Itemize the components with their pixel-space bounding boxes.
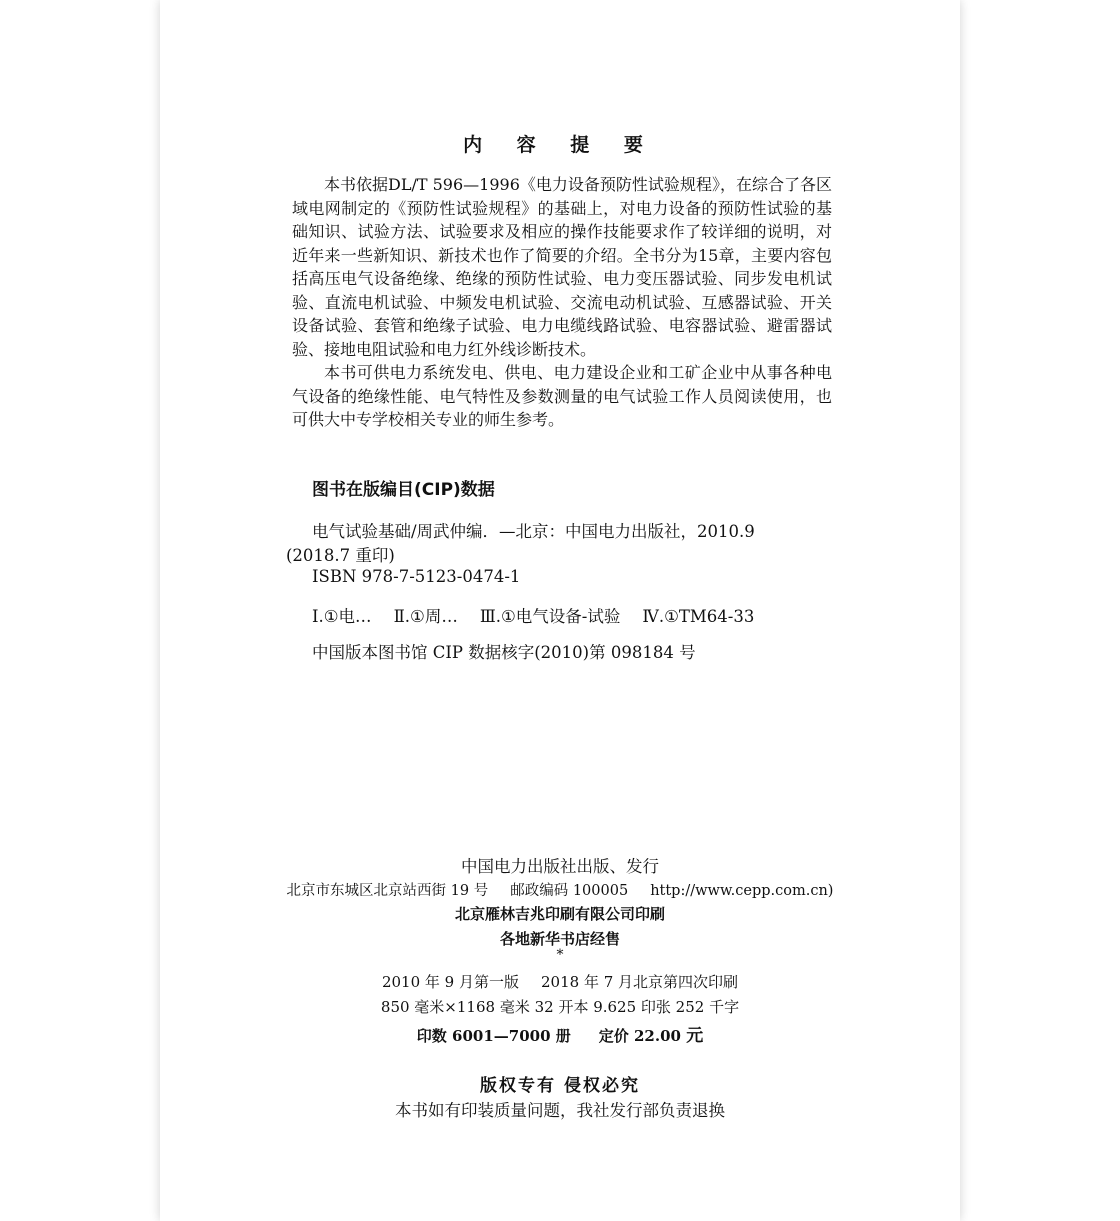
website: http://www.cepp.com.cn) <box>650 883 834 899</box>
address: 北京市东城区北京站西街 19 号 <box>286 883 489 899</box>
printing: 2018 年 7 月北京第四次印刷 <box>541 973 739 991</box>
price-label: 定价 <box>598 1027 629 1045</box>
postcode: 邮政编码 100005 <box>510 883 629 899</box>
cip-class-4: Ⅳ.①TM64-33 <box>642 607 755 626</box>
cip-classification <box>312 603 754 627</box>
page-title: 内 容 提 要 <box>463 134 657 156</box>
price-value: 22.00 <box>633 1027 681 1045</box>
print-count-price-line <box>160 1021 960 1046</box>
distributor-line: 各地新华书店经售 <box>499 930 620 948</box>
cip-class-1: Ⅰ.①电… <box>312 607 372 626</box>
printer-line: 北京雁林吉兆印刷有限公司印刷 <box>454 905 665 923</box>
edition-line <box>160 971 960 992</box>
rights-statement: 版权专有 侵权必究 <box>480 1076 640 1096</box>
cip-isbn: ISBN 978-7-5123-0474-1 <box>312 567 521 586</box>
publisher-address <box>160 879 960 900</box>
price-unit: 元 <box>686 1026 704 1046</box>
cip-record-number: 中国版本图书馆 CIP 数据核字(2010)第 098184 号 <box>312 643 696 662</box>
print-count: 印数 6001—7000 册 <box>416 1027 571 1045</box>
abstract-paragraph-1: 本书依据DL/T 596—1996《电力设备预防性试验规程》，在综合了各区域电网制定的《预防性试验规程》的基础上，对电力设备的预防性试验的基础知识、试验方法、试验要求及相应的操作技能要求作了较详细的说明，对近年来一些新知识、新技术也作了简要的介绍。全书分为15章，主要内容包括高压电气设备绝缘、绝缘的预防性试验、电力变压器试验、同步发电机试验、直流电机试验、中频发电机试验、交流电动机试验、互感器试验、开关设备试验、套管和绝缘子试验、电力电缆线路试验、电容器试验、避雷器试验、接地电阻试验和电力红外线诊断技术。 <box>292 175 832 359</box>
cip-class-3: Ⅲ.①电气设备-试验 <box>479 607 621 626</box>
abstract-paragraph-2: 本书可供电力系统发电、供电、电力建设企业和工矿企业中从事各种电气设备的绝缘性能、电气特性及参数测量的电气试验工作人员阅读使用，也可供大中专学校相关专业的师生参考。 <box>292 363 832 429</box>
cip-class-2: Ⅱ.①周… <box>393 607 458 626</box>
copyright-page <box>160 0 960 1221</box>
edition: 2010 年 9 月第一版 <box>381 973 519 991</box>
cip-reprint-line: (2018.7 重印) <box>286 546 395 565</box>
separator-asterisk: * <box>556 947 564 963</box>
cip-bibliographic-line: 电气试验基础/周武仲编．—北京：中国电力出版社，2010.9 <box>312 522 755 541</box>
abstract <box>292 173 832 432</box>
format-line: 850 毫米×1168 毫米 32 开本 9.625 印张 252 千字 <box>380 998 740 1016</box>
quality-notice: 本书如有印装质量问题，我社发行部负责退换 <box>395 1101 725 1120</box>
publisher-line: 中国电力出版社出版、发行 <box>461 857 659 876</box>
cip-heading: 图书在版编目(CIP)数据 <box>312 480 495 500</box>
